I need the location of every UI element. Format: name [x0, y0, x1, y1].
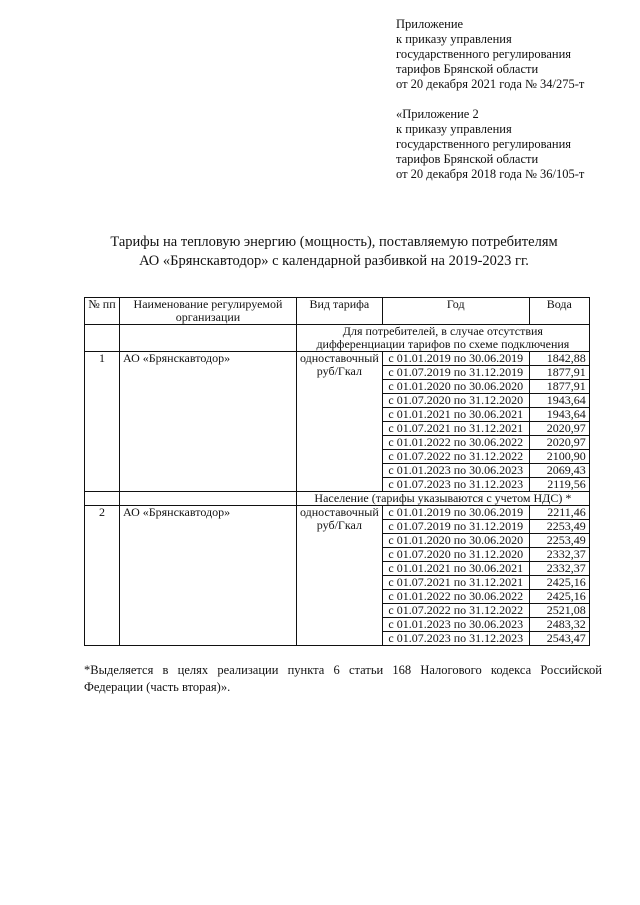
- row-number: 2: [85, 506, 120, 646]
- empty-cell: [85, 325, 120, 352]
- tariff-value-cell: 2425,16: [529, 576, 589, 590]
- period-cell: с 01.01.2020 по 30.06.2020: [382, 534, 529, 548]
- appendix-2-line: от 20 декабря 2018 года № 36/105-т: [396, 167, 585, 181]
- period-cell: с 01.07.2023 по 31.12.2023: [382, 632, 529, 646]
- header-num: № пп: [85, 298, 120, 325]
- period-cell: с 01.07.2021 по 31.12.2021: [382, 576, 529, 590]
- appendix-2-line: к приказу управления: [396, 122, 512, 136]
- header-water: Вода: [529, 298, 589, 325]
- period-cell: с 01.07.2020 по 31.12.2020: [382, 394, 529, 408]
- period-cell: с 01.07.2019 по 31.12.2019: [382, 366, 529, 380]
- appendix-1-line: от 20 декабря 2021 года № 34/275-т: [396, 77, 585, 91]
- document-title-line-2: АО «Брянскавтодор» с календарной разбивкой на 2019-2023 гг.: [139, 253, 529, 269]
- table-row: [85, 352, 590, 366]
- row-number: 1: [85, 352, 120, 492]
- empty-cell: [120, 325, 297, 352]
- appendix-1-line: государственного регулирования: [396, 47, 572, 61]
- empty-cell: [120, 492, 297, 506]
- group-title: Для потребителей, в случае отсутствия дифференциации тарифов по схеме подключения: [297, 325, 590, 352]
- period-cell: с 01.07.2020 по 31.12.2020: [382, 548, 529, 562]
- period-cell: с 01.07.2022 по 31.12.2022: [382, 450, 529, 464]
- period-cell: с 01.01.2022 по 30.06.2022: [382, 590, 529, 604]
- empty-cell: [85, 492, 120, 506]
- period-cell: с 01.07.2022 по 31.12.2022: [382, 604, 529, 618]
- period-cell: с 01.01.2020 по 30.06.2020: [382, 380, 529, 394]
- header-year: Год: [382, 298, 529, 325]
- tariff-value-cell: 2253,49: [529, 534, 589, 548]
- group-title-row: [85, 492, 590, 506]
- tariff-value-cell: 2119,56: [529, 478, 589, 492]
- group-title-row: [85, 325, 590, 352]
- table-body: [85, 325, 590, 646]
- tariff-value-cell: 2211,46: [529, 506, 589, 520]
- period-cell: с 01.01.2019 по 30.06.2019: [382, 506, 529, 520]
- footnote: *Выделяется в целях реализации пункта 6 статьи 168 Налогового кодекса Российской Федерации (часть вторая)».: [84, 663, 602, 694]
- period-cell: с 01.01.2022 по 30.06.2022: [382, 436, 529, 450]
- appendix-2-line: тарифов Брянской области: [396, 152, 539, 166]
- appendix-1-line: к приказу управления: [396, 32, 512, 46]
- period-cell: с 01.01.2019 по 30.06.2019: [382, 352, 529, 366]
- header-kind: Вид тарифа: [297, 298, 383, 325]
- document-title-line-1: Тарифы на тепловую энергию (мощность), поставляемую потребителям: [110, 234, 558, 250]
- tariff-value-cell: 2253,49: [529, 520, 589, 534]
- tariff-value-cell: 2483,32: [529, 618, 589, 632]
- tariff-kind: одноставочный руб/Гкал: [297, 352, 383, 492]
- group-title: Население (тарифы указываются с учетом НДС) *: [297, 492, 590, 506]
- period-cell: с 01.07.2019 по 31.12.2019: [382, 520, 529, 534]
- table-header-row: [85, 298, 590, 325]
- tariff-kind: одноставочный руб/Гкал: [297, 506, 383, 646]
- appendix-block-1: [396, 17, 636, 92]
- appendix-2-line: «Приложение 2: [396, 107, 479, 121]
- tariff-value-cell: 2332,37: [529, 562, 589, 576]
- period-cell: с 01.07.2023 по 31.12.2023: [382, 478, 529, 492]
- period-cell: с 01.01.2023 по 30.06.2023: [382, 464, 529, 478]
- period-cell: с 01.01.2023 по 30.06.2023: [382, 618, 529, 632]
- tariff-value-cell: 2543,47: [529, 632, 589, 646]
- tariff-value-cell: 1943,64: [529, 408, 589, 422]
- period-cell: с 01.01.2021 по 30.06.2021: [382, 408, 529, 422]
- tariff-value-cell: 2332,37: [529, 548, 589, 562]
- tariff-value-cell: 2020,97: [529, 422, 589, 436]
- tariff-value-cell: 1943,64: [529, 394, 589, 408]
- tariff-value-cell: 2521,08: [529, 604, 589, 618]
- tariff-value-cell: 1877,91: [529, 366, 589, 380]
- header-org: Наименование регулируемой организации: [120, 298, 297, 325]
- table-row: [85, 506, 590, 520]
- appendix-1-line: Приложение: [396, 17, 464, 31]
- appendix-2-line: государственного регулирования: [396, 137, 572, 151]
- tariff-value-cell: 2425,16: [529, 590, 589, 604]
- tariff-value-cell: 2020,97: [529, 436, 589, 450]
- tariff-value-cell: 1877,91: [529, 380, 589, 394]
- organization-name: АО «Брянскавтодор»: [120, 506, 297, 646]
- period-cell: с 01.01.2021 по 30.06.2021: [382, 562, 529, 576]
- tariff-value-cell: 2100,90: [529, 450, 589, 464]
- tariff-table: [84, 297, 590, 646]
- organization-name: АО «Брянскавтодор»: [120, 352, 297, 492]
- appendix-block-2: [396, 107, 636, 182]
- appendix-1-line: тарифов Брянской области: [396, 62, 539, 76]
- period-cell: с 01.07.2021 по 31.12.2021: [382, 422, 529, 436]
- tariff-value-cell: 1842,88: [529, 352, 589, 366]
- tariff-value-cell: 2069,43: [529, 464, 589, 478]
